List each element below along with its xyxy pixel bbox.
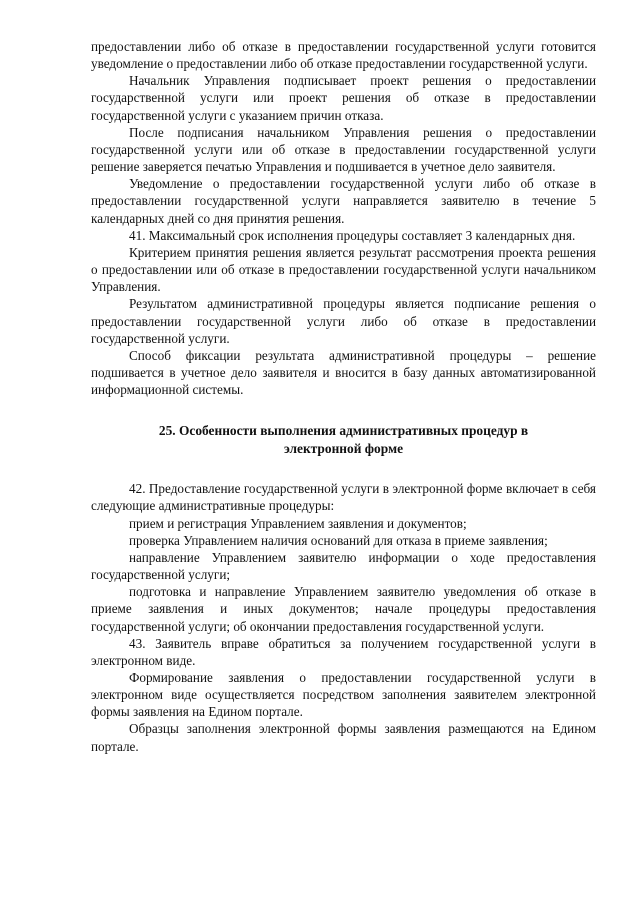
list-item: направление Управлением заявителю информации о ходе предоставления государственной услуги;: [91, 549, 596, 583]
list-item: прием и регистрация Управлением заявления и документов;: [129, 515, 467, 531]
paragraph: Образцы заполнения электронной формы заявления размещаются на Едином портале.: [91, 721, 596, 754]
paragraph: 41. Максимальный срок исполнения процедуры составляет 3 календарных дня.: [129, 227, 576, 243]
paragraph: Начальник Управления подписывает проект решения о предоставлении государственной услуги или проект решения об отказе в предоставлении государственной услуги с указанием причин отказа.: [91, 73, 596, 123]
paragraph: 43. Заявитель вправе обратиться за получением государственной услуги в электронном виде.: [91, 635, 596, 668]
paragraph: Критерием принятия решения является результат рассмотрения проекта решения о предоставлении или об отказе в предоставлении государственной услуги начальником Управления.: [91, 244, 596, 295]
list-item: проверка Управлением наличия оснований для отказа в приеме заявления;: [129, 532, 548, 548]
paragraph: предоставлении либо об отказе в предоставлении государственной услуги готовится уведомление о предоставлении либо об отказе предоставлении государственной услуги.: [91, 39, 596, 72]
paragraph: Уведомление о предоставлении государственной услуги либо об отказе в предоставлении государственной услуги направляется заявителю в течение 5 календарных дней со дня принятия решения.: [91, 176, 596, 226]
paragraph: 42. Предоставление государственной услуги в электронной форме включает в себя следующие административные процедуры:: [91, 481, 596, 514]
paragraph: Результатом административной процедуры является подписание решения о предоставлении государственной услуги либо об отказе в предоставлении государственной услуги.: [91, 296, 596, 346]
paragraph: Формирование заявления о предоставлении государственной услуги в электронном виде осуществляется посредством заполнения заявителем электронной формы заявления на Едином портале.: [91, 670, 596, 720]
paragraph: После подписания начальником Управления решения о предоставлении государственной услуги или об отказе в предоставлении государственной услуги решение заверяется печатью Управления и подшивается в учетное дело заявителя.: [91, 124, 596, 175]
list-item: подготовка и направление Управлением заявителю уведомления об отказе в приеме заявления и иных документов; начале процедуры предоставления государственной услуги; об окончании предоставления государственной услуги.: [91, 584, 596, 634]
section-heading: 25. Особенности выполнения административных процедур в электронной форме: [158, 423, 529, 456]
paragraph: Способ фиксации результата административной процедуры – решение подшивается в учетное дело заявителя и вносится в базу данных автоматизированной информационной системы.: [91, 347, 596, 398]
document-page: [91, 38, 596, 755]
